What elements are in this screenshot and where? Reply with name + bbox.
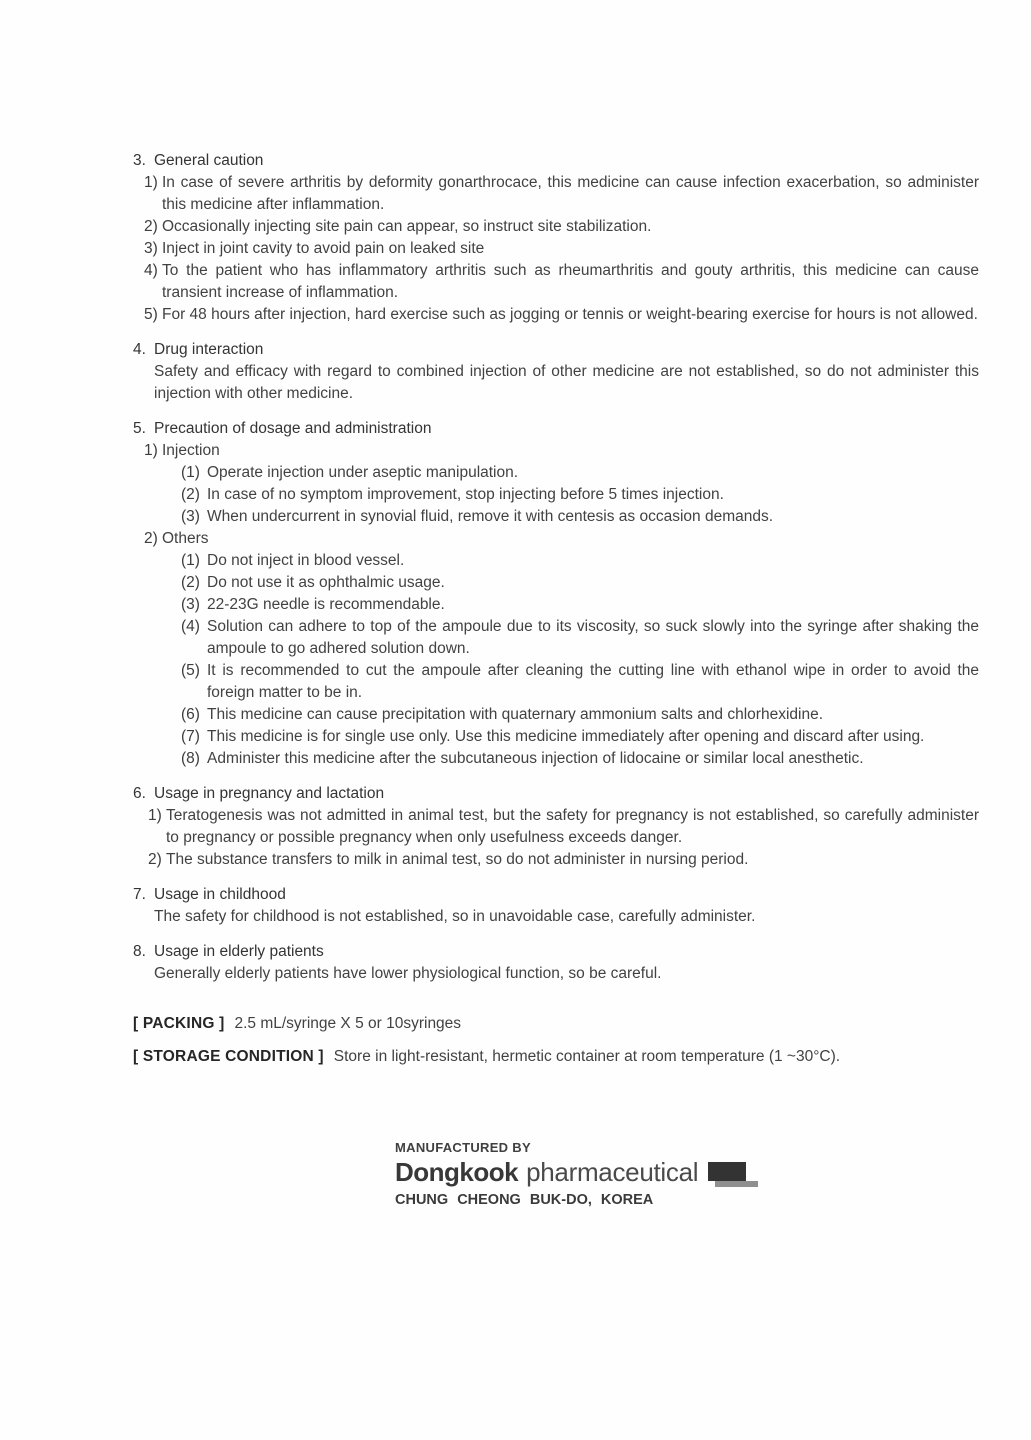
item-label: 2) [148,851,162,868]
section-heading [133,150,979,172]
item-text: For 48 hours after injection, hard exercise such as jogging or tennis or weight-bearing exercise for hours is not allowed. [162,306,978,323]
section-childhood [133,884,979,928]
item-label: 1) [144,442,158,459]
item-text: Injection [162,442,220,459]
manufactured-by-heading: MANUFACTURED BY [395,1140,531,1155]
list-item [144,304,979,326]
item-label: 3) [144,240,158,257]
item-label: 2) [144,530,158,547]
section-body: The safety for childhood is not established, so in unavoidable case, carefully administer. [154,908,756,925]
sublist-item [181,616,979,660]
list-item [144,260,979,304]
subitem-text: This medicine can cause precipitation with quaternary ammonium salts and chlorhexidine. [207,706,824,723]
sublist-item [181,572,979,594]
section-general-caution [133,150,979,326]
section-items [144,440,979,770]
section-title: Usage in childhood [154,886,286,903]
section-title: Usage in elderly patients [154,943,324,960]
sublist-item [181,462,979,484]
section-number: 5. [133,420,146,437]
list-item [144,440,979,462]
item-text: In case of severe arthritis by deformity gonarthrocace, this medicine can cause infection exacerbation, so administer this medicine after inflammation. [162,174,979,213]
item-text: Occasionally injecting site pain can appear, so instruct site stabilization. [162,218,652,235]
subitem-label: (3) [181,508,200,525]
sublist-item [181,748,979,770]
subitem-label: (3) [181,596,200,613]
storage-condition-label: [ STORAGE CONDITION ] [133,1048,324,1065]
subitem-label: (5) [181,662,200,679]
sublist-item [181,726,979,748]
section-number: 7. [133,886,146,903]
subitem-text: Do not inject in blood vessel. [207,552,405,569]
section-number: 4. [133,341,146,358]
sublist-item [181,660,979,704]
subitem-text: 22-23G needle is recommendable. [207,596,445,613]
subitem-label: (4) [181,618,200,635]
subitem-label: (2) [181,486,200,503]
subitem-label: (6) [181,706,200,723]
section-items [144,172,979,326]
sublist-item [181,506,979,528]
section-number: 8. [133,943,146,960]
item-label: 2) [144,218,158,235]
sublist-item [181,550,979,572]
section-heading [133,783,979,805]
packing-line [133,1013,979,1035]
insert-body [133,150,979,1210]
section-heading [133,339,979,361]
item-label: 1) [148,807,162,824]
subitem-text: Administer this medicine after the subcutaneous injection of lidocaine or similar local anesthetic. [207,750,864,767]
subitem-text: Solution can adhere to top of the ampoule due to its viscosity, so suck slowly into the syringe after shaking the ampoule to go adhered solution down. [207,618,979,657]
logo-gray-bar [715,1181,758,1187]
item-text: Teratogenesis was not admitted in animal test, but the safety for pregnancy is not established, so carefully administer to pregnancy or possible pregnancy when only usefulness exceeds danger. [166,807,979,846]
item-text: The substance transfers to milk in animal test, so do not administer in nursing period. [166,851,749,868]
subitem-text: When undercurrent in synovial fluid, remove it with centesis as occasion demands. [207,508,774,525]
list-item [144,216,979,238]
item-label: 1) [144,174,158,191]
sublist-item [181,594,979,616]
packing-label: [ PACKING ] [133,1015,225,1032]
item-label: 4) [144,262,158,279]
manufacturer-address: CHUNG CHEONG BUK-DO, KOREA [395,1192,654,1208]
section-pregnancy-lactation [133,783,979,871]
list-item [144,238,979,260]
section-body: Generally elderly patients have lower physiological function, so be careful. [154,965,662,982]
section-title: Drug interaction [154,341,264,358]
sublist [181,462,979,528]
section-items [148,805,979,871]
section-precaution-dosage [133,418,979,770]
section-title: Usage in pregnancy and lactation [154,785,385,802]
packing-value: 2.5 mL/syringe X 5 or 10syringes [234,1015,462,1032]
dongkook-logo-icon [708,1161,758,1187]
subitem-text: It is recommended to cut the ampoule after cleaning the cutting line with ethanol wipe in order to avoid the foreign matter to be in. [207,662,979,701]
section-title: General caution [154,152,264,169]
brand-line [395,1157,979,1187]
section-body: Safety and efficacy with regard to combined injection of other medicine are not established, so do not administer this injection with other medicine. [154,363,979,402]
section-title: Precaution of dosage and administration [154,420,432,437]
subitem-text: In case of no symptom improvement, stop injecting before 5 times injection. [207,486,724,503]
subitem-text: This medicine is for single use only. Use this medicine immediately after opening and discard after using. [207,728,925,745]
subitem-label: (2) [181,574,200,591]
subitem-label: (1) [181,552,200,569]
brand-name-bold: Dongkook [395,1157,519,1187]
item-text: To the patient who has inflammatory arthritis such as rheumarthritis and gouty arthritis, this medicine can cause transient increase of inflammation. [162,262,979,301]
subitem-label: (7) [181,728,200,745]
section-heading [133,418,979,440]
list-item [148,805,979,849]
logo-dark-block [708,1162,746,1181]
section-heading [133,884,979,906]
list-item [144,528,979,550]
storage-condition-line [133,1046,979,1068]
section-drug-interaction [133,339,979,405]
item-text: Inject in joint cavity to avoid pain on leaked site [162,240,485,257]
manufacturer-block [395,1140,979,1210]
subitem-text: Operate injection under aseptic manipulation. [207,464,519,481]
list-item [148,849,979,871]
subitem-label: (1) [181,464,200,481]
list-item [144,172,979,216]
brand-name-regular: pharmaceutical [526,1157,699,1187]
item-text: Others [162,530,209,547]
subitem-label: (8) [181,750,200,767]
sublist [181,550,979,770]
sublist-item [181,484,979,506]
subitem-text: Do not use it as ophthalmic usage. [207,574,445,591]
section-number: 6. [133,785,146,802]
section-number: 3. [133,152,146,169]
item-label: 5) [144,306,158,323]
section-elderly [133,941,979,985]
sublist-item [181,704,979,726]
section-heading [133,941,979,963]
storage-condition-value: Store in light-resistant, hermetic container at room temperature (1 ~30°C). [333,1048,841,1065]
